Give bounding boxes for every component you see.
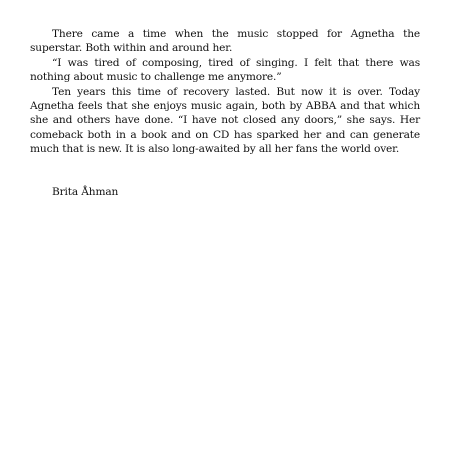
author-signature: Brita Åhman	[52, 185, 119, 198]
document-page	[30, 27, 420, 199]
paragraph-2: “I was tired of composing, tired of singing. I felt that there was nothing about music to challenge me anymore.”	[30, 56, 420, 84]
paragraph-1: There came a time when the music stopped for Agnetha the superstar. Both within and around her.	[30, 28, 420, 55]
paragraph-3: Ten years this time of recovery lasted. But now it is over. Today Agnetha feels that she enjoys music again, both by ABBA and that which she and others have done. “I have not closed any doors,” she says. Her comeback both in a book and on CD has sparked her and can generate much that is new. It is also long-awaited by all her fans the world over.	[30, 85, 420, 156]
